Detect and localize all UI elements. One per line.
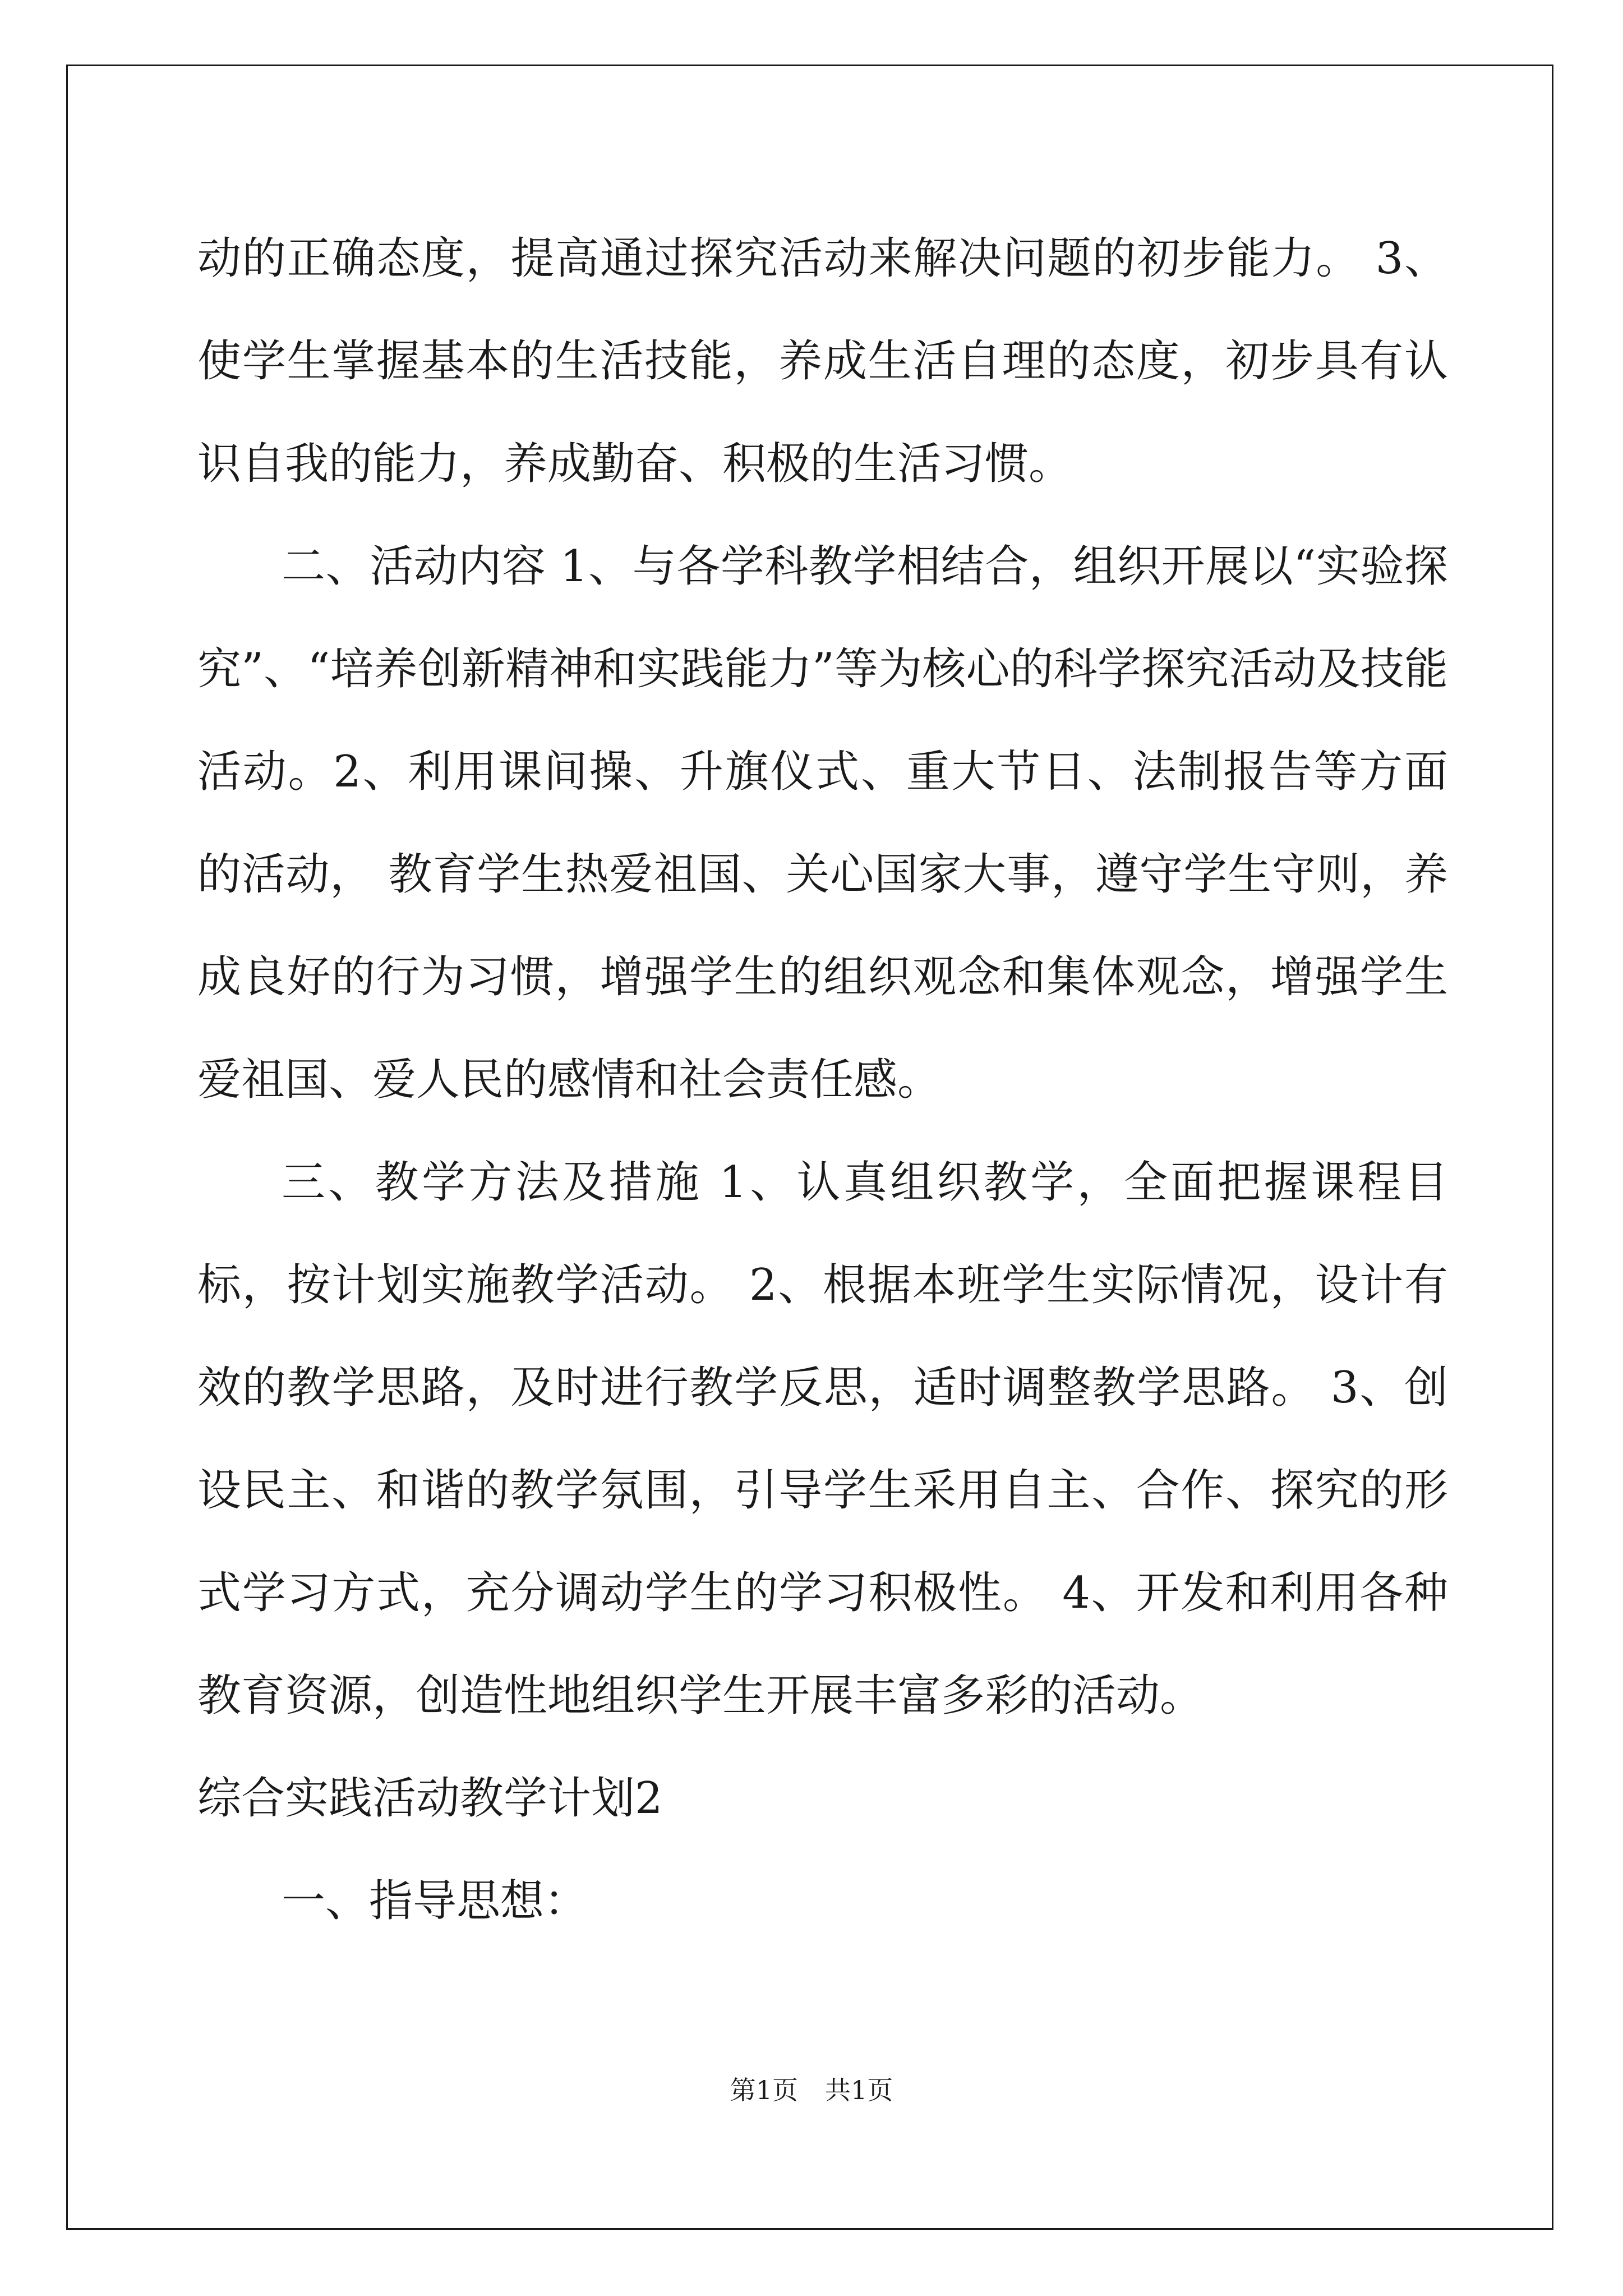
document-body: [197, 208, 1448, 1953]
paragraph-1: 动的正确态度，提高通过探究活动来解决问题的初步能力。 3、使学生掌握基本的生活技能，养成生活自理的态度，初步具有认识自我的能力，养成勤奋、积极的生活习惯。: [197, 233, 1449, 489]
section-title: 综合实践活动教学计划2: [197, 1773, 663, 1824]
page-total: 共1页: [825, 2075, 893, 2105]
subheading-guiding-ideology: 一、指导思想：: [282, 1876, 588, 1926]
page-number: 第1页: [730, 2075, 798, 2105]
paragraph-3: 三、教学方法及措施 1、认真组织教学，全面把握课程目标，按计划实施教学活动。 2、根据本班学生实际情况，设计有效的教学思路，及时进行教学反思，适时调整教学思路。 3、创设民主、和谐的教学氛围，引导学生采用自主、合作、探究的形式学习方式，充分调动学生的学习积极性。 4、开发和利用各种教育资源，创造性地组织学生开展丰富多彩的活动。: [197, 1157, 1448, 1721]
page-footer: [0, 2070, 1623, 2107]
paragraph-2: 二、活动内容 1、与各学科教学相结合，组织开展以“实验探究”、“培养创新精神和实践能力”等为核心的科学探究活动及技能活动。2、利用课间操、升旗仪式、重大节日、法制报告等方面的活动， 教育学生热爱祖国、关心国家大事，遵守学生守则，养 成良好的行为习惯，增强学生的组织观念和集体观念，增强学生爱祖国、爱人民的感情和社会责任感。: [197, 541, 1448, 1105]
